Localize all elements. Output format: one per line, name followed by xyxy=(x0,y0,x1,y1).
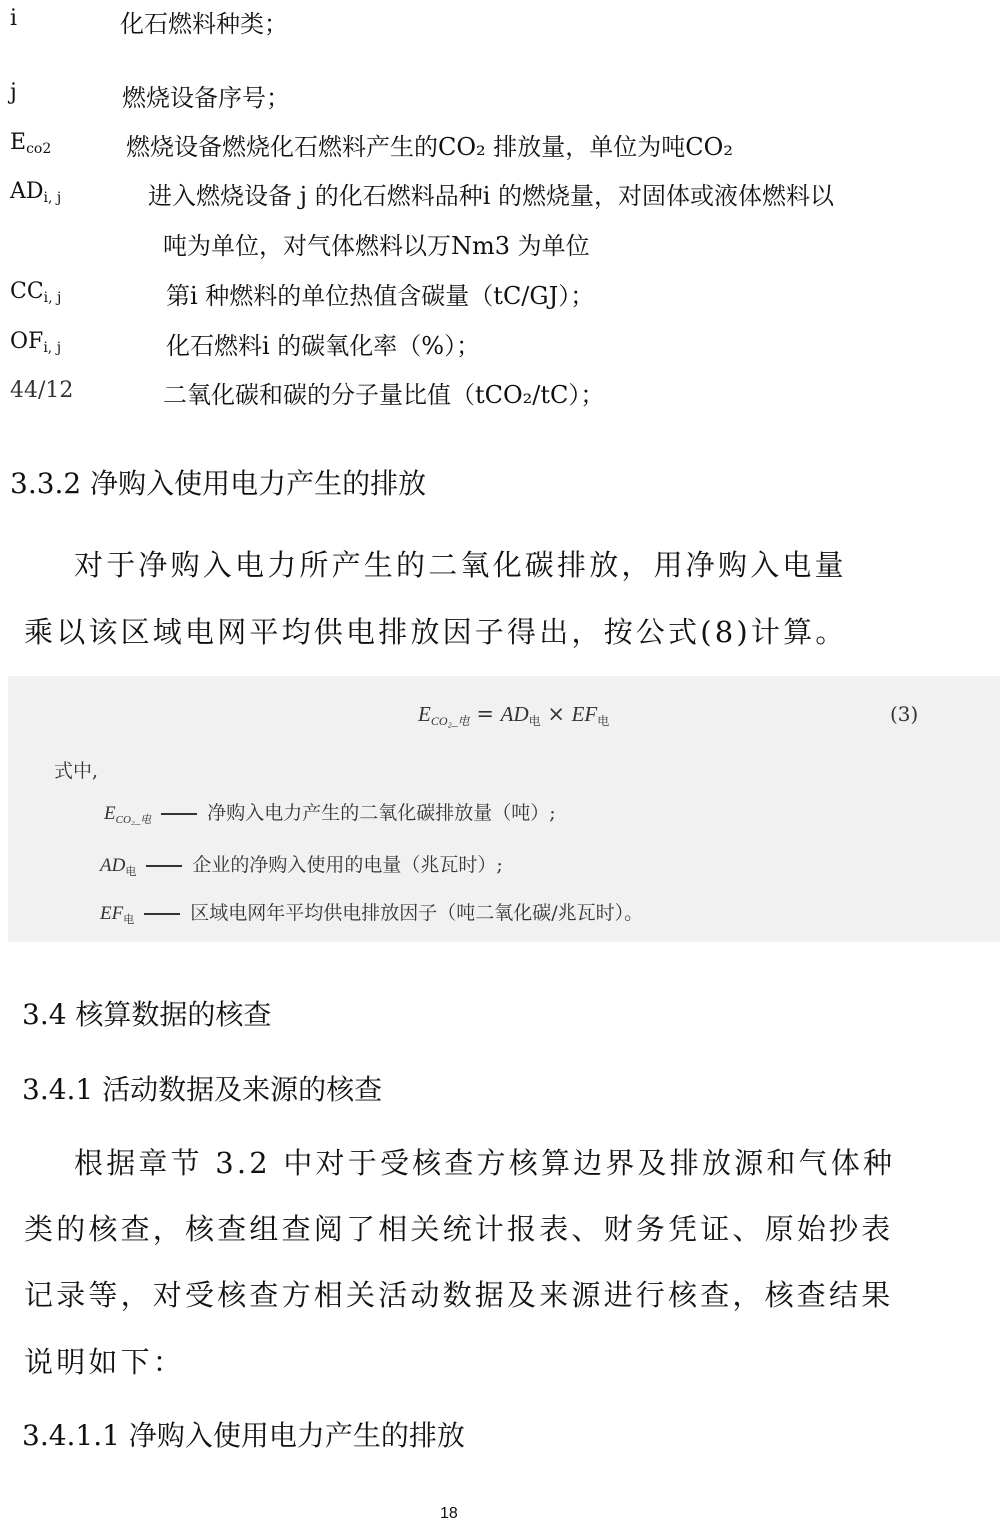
var-desc-ratio: 二氧化碳和碳的分子量比值（tCO₂/tC）； xyxy=(163,381,605,409)
formula-def-ad: $AD_电$ 企业的净购入使用的电量（兆瓦时）; xyxy=(100,854,503,878)
formula-number: (3) xyxy=(890,702,919,726)
var-symbol-i: i xyxy=(10,6,18,31)
formula-equation: $E_{CO_2\_电} = AD_电 \times EF_电$ xyxy=(418,702,610,728)
var-symbol-of: $OF_{i, j}$ xyxy=(10,329,62,356)
formula-def-ef: $EF_电$ 区域电网年平均供电排放因子（吨二氧化碳/兆瓦时）。 xyxy=(100,902,644,926)
var-desc-ad: 进入燃烧设备 j 的化石燃料品种i 的燃烧量，对固体或液体燃料以 xyxy=(148,182,835,210)
para-3-4-1-line4: 说明如下： xyxy=(24,1345,186,1379)
page-number: 18 xyxy=(440,1505,458,1522)
var-desc-j: 燃烧设备序号； xyxy=(122,84,290,112)
formula-def-e: $E_{CO_2\_电}$ 净购入电力产生的二氧化碳排放量（吨）; xyxy=(104,802,556,826)
formula-block xyxy=(8,676,1000,942)
para-3-3-2-line1: 对于净购入电力所产生的二氧化碳排放，用净购入电量 xyxy=(74,548,847,582)
formula-where: 式中, xyxy=(54,760,99,782)
para-3-3-2-line2: 乘以该区域电网平均供电排放因子得出，按公式(8)计算。 xyxy=(24,615,848,649)
var-symbol-j: j xyxy=(10,80,17,105)
heading-3-4-1-1: 3.4.1.1 净购入使用电力产生的排放 xyxy=(22,1419,465,1452)
para-3-4-1-line1: 根据章节 3.2 中对于受核查方核算边界及排放源和气体种 xyxy=(74,1146,896,1180)
var-desc-eco2: 燃烧设备燃烧化石燃料产生的CO₂ 排放量，单位为吨CO₂ xyxy=(126,133,733,161)
var-symbol-cc: $CC_{i, j}$ xyxy=(10,279,62,306)
var-desc-cc: 第i 种燃料的单位热值含碳量（tC/GJ）； xyxy=(166,282,595,310)
var-symbol-ad: $AD_{i, j}$ xyxy=(10,179,62,206)
heading-3-4: 3.4 核算数据的核查 xyxy=(22,998,272,1031)
para-3-4-1-line3: 记录等，对受核查方相关活动数据及来源进行核查，核查结果 xyxy=(24,1278,894,1312)
para-3-4-1-line2: 类的核查，核查组查阅了相关统计报表、财务凭证、原始抄表 xyxy=(24,1212,894,1246)
var-desc-i: 化石燃料种类； xyxy=(120,10,288,38)
var-symbol-ratio: 44/12 xyxy=(10,378,74,403)
var-desc-of: 化石燃料i 的碳氧化率（%）； xyxy=(166,332,481,360)
heading-3-3-2: 3.3.2 净购入使用电力产生的排放 xyxy=(10,467,427,500)
var-symbol-eco2: $E_{co2}$ xyxy=(10,130,52,157)
heading-3-4-1: 3.4.1 活动数据及来源的核查 xyxy=(22,1073,383,1106)
var-desc-ad-cont: 吨为单位，对气体燃料以万Nm3 为单位 xyxy=(163,232,590,260)
